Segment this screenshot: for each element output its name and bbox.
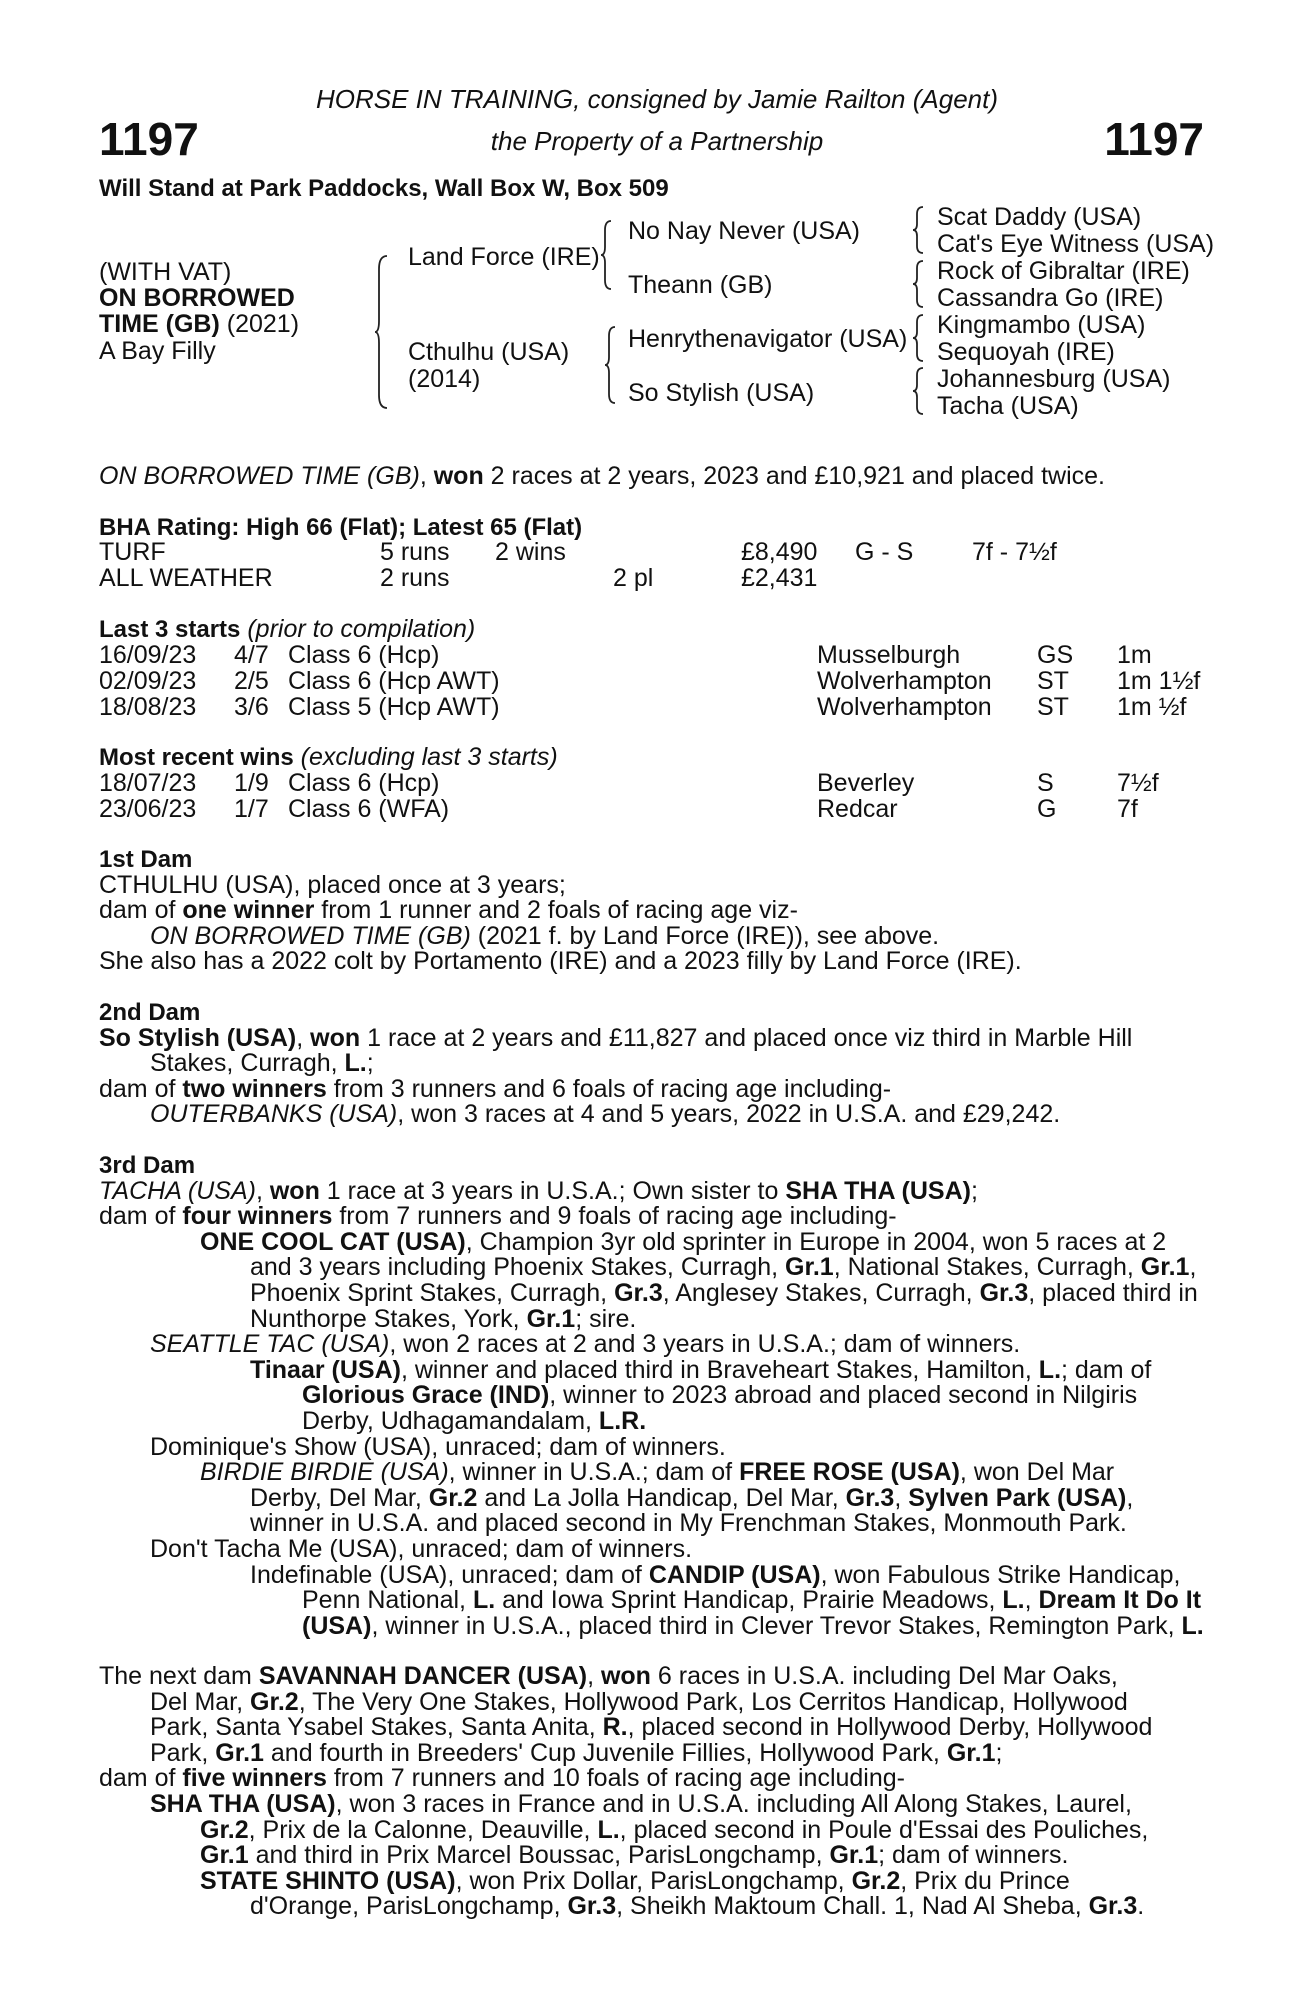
text-fragment: dam of (99, 1074, 183, 1103)
win-date: 23/06/23 (99, 795, 197, 823)
next-dam-line (99, 1715, 1152, 1741)
text-fragment: , (1126, 1483, 1134, 1512)
rating-title: BHA Rating: High 66 (Flat); Latest 65 (Flat) (99, 514, 583, 541)
text-fragment: , Prix de la Calonne, Deauville, (248, 1815, 598, 1844)
text-fragment: SAVANNAH DANCER (USA) (258, 1662, 588, 1690)
text-fragment: , winner and placed third in Braveheart Stakes, Hamilton, (400, 1355, 1039, 1384)
win-course: Redcar (817, 795, 898, 823)
text-fragment: Gr.2 (428, 1483, 478, 1512)
text-fragment: R. (602, 1713, 628, 1742)
third-dam-section (99, 1153, 1204, 1639)
text-fragment: Stakes, Curragh, (150, 1049, 345, 1078)
summary-sep: , (419, 462, 434, 490)
rating-distance: 7f - 7½f (972, 538, 1057, 566)
text-fragment: Gr.1 (526, 1304, 576, 1333)
horse-description: A Bay Filly (99, 337, 216, 365)
third-dam-line (99, 1611, 1204, 1640)
second-dam-section (99, 1000, 1132, 1128)
text-fragment: Park, Santa Ysabel Stakes, Santa Anita, (150, 1713, 603, 1742)
text-fragment: and fourth in Breeders' Cup Juvenile Fillies, Hollywood Park, (263, 1738, 947, 1767)
text-fragment: , Prix du Prince (900, 1866, 1070, 1895)
text-fragment: , (894, 1483, 909, 1512)
start-class: Class 6 (Hcp AWT) (288, 667, 500, 695)
text-fragment: Gr.1 (829, 1841, 879, 1870)
text-fragment: two winners (182, 1074, 327, 1103)
text-fragment: from 3 runners and 6 foals of racing age including- (326, 1074, 892, 1103)
rating-surface: ALL WEATHER (99, 564, 273, 592)
text-fragment: , won 3 races at 4 and 5 years, 2022 in U.S.A. and £29,242. (397, 1100, 1061, 1129)
rating-wins: 2 wins (495, 538, 566, 566)
text-fragment: Gr.2 (851, 1866, 901, 1895)
pedigree-bracket-sd (913, 260, 925, 308)
text-fragment: So Stylish (USA) (99, 1023, 297, 1052)
text-fragment: Del Mar, (150, 1687, 251, 1716)
last3-heading (99, 617, 475, 643)
text-fragment: L. (472, 1586, 496, 1615)
text-fragment: Gr.3 (567, 1892, 617, 1921)
start-course: Wolverhampton (817, 693, 992, 721)
consignment-line: HORSE IN TRAINING, consigned by Jamie Railton (Agent) (315, 84, 999, 114)
text-fragment: Gr.1 (946, 1738, 996, 1767)
lot-number-left: 1197 (99, 113, 199, 165)
start-course: Musselburgh (817, 641, 961, 669)
text-fragment: Sylven Park (USA) (908, 1483, 1127, 1512)
text-fragment: Indefinable (USA), unraced; dam of (250, 1560, 649, 1589)
text-fragment: 1 race at 2 years and £11,827 and placed once viz third in Marble Hill (360, 1023, 1133, 1052)
text-fragment: L. (344, 1049, 367, 1078)
start-date: 16/09/23 (99, 641, 197, 669)
text-fragment: TACHA (USA) (99, 1176, 256, 1205)
lot-number-right: 1197 (1104, 113, 1204, 165)
text-fragment: . (1137, 1892, 1145, 1921)
text-fragment: Dream It Do It (1038, 1586, 1202, 1615)
text-fragment: Park, (150, 1738, 216, 1767)
recent-note: (excluding last 3 starts) (293, 743, 558, 771)
third-dam-title: 3rd Dam (99, 1152, 196, 1179)
pedigree-bracket-main (375, 255, 389, 410)
text-fragment: Gr.1 (200, 1841, 249, 1870)
text-fragment: , won Fabulous Strike Handicap, (820, 1560, 1181, 1589)
rating-runs: 2 runs (380, 564, 450, 592)
third-dam-line: Dominique's Show (USA), unraced; dam of winners. (150, 1432, 726, 1461)
third-dam-line (99, 1227, 1204, 1256)
text-fragment: , won 2 races at 2 and 3 years in U.S.A.; dam of winners. (389, 1330, 1021, 1359)
third-dam-line (99, 1483, 1204, 1512)
text-fragment: 1 race at 3 years in U.S.A.; Own sister to (319, 1176, 786, 1205)
start-distance: 1m (1117, 641, 1152, 669)
pedigree-bracket-ds (913, 314, 925, 362)
rating-prize: £2,431 (741, 564, 818, 592)
next-dam-line (99, 1815, 1152, 1844)
text-fragment: , (1189, 1253, 1197, 1282)
next-dam-line (99, 1738, 1152, 1767)
horse-name-line1: ON BORROWED (99, 284, 295, 312)
recent-heading (99, 745, 558, 771)
next-dam-line (99, 1789, 1152, 1818)
start-position: 4/7 (234, 641, 269, 669)
third-dam-line (99, 1406, 1204, 1435)
first-dam-line (99, 898, 1022, 924)
third-dam-line: winner in U.S.A. and placed second in My Frenchman Stakes, Monmouth Park. (250, 1509, 1127, 1538)
rating-surface: TURF (99, 538, 166, 566)
pedigree-ssd: Cat's Eye Witness (USA) (937, 230, 1215, 258)
summary-won: won (433, 462, 484, 490)
text-fragment: , winner in U.S.A.; dam of (448, 1458, 740, 1487)
property-line: the Property of a Partnership (490, 126, 824, 156)
pedigree-sire-dam: Theann (GB) (628, 271, 773, 299)
text-fragment: from 1 runner and 2 foals of racing age viz- (314, 896, 798, 925)
pedigree-bracket-dd (913, 367, 925, 415)
horse-name: TIME (GB) (99, 310, 220, 338)
text-fragment: , Sheikh Maktoum Chall. 1, Nad Al Sheba, (616, 1892, 1089, 1921)
third-dam-line (99, 1460, 1204, 1486)
third-dam-line (99, 1278, 1204, 1307)
horse-year: (2021) (219, 310, 300, 338)
text-fragment: from 7 runners and 10 foals of racing age including- (326, 1764, 905, 1793)
text-fragment: four winners (182, 1202, 333, 1231)
text-fragment: , (255, 1176, 270, 1205)
text-fragment: and third in Prix Marcel Boussac, ParisLongchamp, (248, 1841, 830, 1870)
text-fragment: , placed second in Hollywood Derby, Hollywood (627, 1713, 1153, 1742)
text-fragment: , (296, 1023, 311, 1052)
first-dam-line (99, 921, 1022, 950)
text-fragment: Gr.3 (1088, 1892, 1138, 1921)
pedigree-dss: Kingmambo (USA) (937, 311, 1146, 339)
win-date: 18/07/23 (99, 769, 197, 797)
pedigree-dam-year: (2014) (408, 365, 481, 393)
text-fragment: and 3 years including Phoenix Stakes, Curragh, (250, 1253, 786, 1282)
text-fragment: Gr.3 (979, 1278, 1029, 1307)
rating-going: G - S (855, 538, 914, 566)
win-class: Class 6 (WFA) (288, 795, 450, 823)
pedigree-ddd: Tacha (USA) (937, 392, 1079, 420)
next-dam-line (99, 1843, 1152, 1869)
text-fragment: Tinaar (USA) (250, 1355, 401, 1384)
second-dam-line (99, 1102, 1132, 1128)
win-going: G (1037, 795, 1057, 823)
text-fragment: ; dam of (1061, 1355, 1152, 1384)
next-dam-line (99, 1894, 1152, 1920)
last3-title: Last 3 starts (99, 616, 241, 643)
last3-note: (prior to compilation) (240, 615, 476, 643)
text-fragment: won (310, 1023, 361, 1052)
text-fragment: L. (597, 1815, 620, 1844)
text-fragment: Nunthorpe Stakes, York, (250, 1304, 527, 1333)
text-fragment: Glorious Grace (IND) (302, 1381, 550, 1410)
text-fragment: , (587, 1662, 601, 1690)
text-fragment: won (269, 1176, 320, 1205)
next-dam-line (99, 1866, 1152, 1895)
pedigree-sds: Rock of Gibraltar (IRE) (937, 257, 1190, 285)
start-going: GS (1037, 641, 1074, 669)
first-dam-line: CTHULHU (USA), placed once at 3 years; (99, 870, 566, 899)
start-distance: 1m ½f (1117, 693, 1187, 721)
text-fragment: Derby, Del Mar, (250, 1483, 429, 1512)
text-fragment: , Anglesey Stakes, Curragh, (662, 1278, 980, 1307)
third-dam-line (99, 1383, 1204, 1409)
start-position: 3/6 (234, 693, 269, 721)
text-fragment: ; (970, 1176, 978, 1205)
win-position: 1/7 (234, 795, 269, 823)
text-fragment: dam of (99, 896, 183, 925)
text-fragment: CANDIP (USA) (648, 1560, 821, 1589)
text-fragment: one winner (182, 896, 315, 925)
pedigree-dsd: Sequoyah (IRE) (937, 338, 1115, 366)
win-class: Class 6 (Hcp) (288, 769, 440, 797)
start-class: Class 5 (Hcp AWT) (288, 693, 500, 721)
text-fragment: Gr.3 (614, 1278, 663, 1307)
rating-placed: 2 pl (613, 564, 654, 592)
horse-name-line2 (99, 312, 299, 338)
second-dam-line (99, 1051, 1132, 1077)
start-date: 18/08/23 (99, 693, 197, 721)
pedigree-bracket-sire (601, 220, 613, 290)
text-fragment: , won 3 races in France and in U.S.A. including All Along Stakes, Laurel, (335, 1789, 1132, 1818)
text-fragment: and Iowa Sprint Handicap, Prairie Meadows, (495, 1586, 1003, 1615)
text-fragment: Gr.2 (200, 1815, 249, 1844)
text-fragment: ; dam of winners. (878, 1841, 1069, 1870)
start-position: 2/5 (234, 667, 269, 695)
third-dam-line (99, 1588, 1204, 1614)
pedigree-dds: Johannesburg (USA) (937, 365, 1171, 393)
text-fragment: SHA THA (USA) (785, 1176, 971, 1205)
win-distance: 7f (1117, 795, 1138, 823)
text-fragment: L. (1002, 1586, 1025, 1615)
text-fragment: OUTERBANKS (USA) (150, 1100, 398, 1129)
second-dam-line (99, 1023, 1133, 1052)
text-fragment: (2021 f. by Land Force (IRE)), see above. (470, 921, 940, 950)
third-dam-line (99, 1332, 1204, 1358)
vat-label: (WITH VAT) (99, 258, 232, 286)
summary-horse-name: ON BORROWED TIME (GB) (99, 462, 420, 490)
win-distance: 7½f (1117, 769, 1159, 797)
pedigree-sire-sire: No Nay Never (USA) (628, 217, 860, 245)
recent-title: Most recent wins (99, 744, 294, 771)
start-class: Class 6 (Hcp) (288, 641, 440, 669)
race-summary (99, 464, 1105, 490)
text-fragment: Gr.1 (785, 1253, 834, 1282)
text-fragment: Penn National, (302, 1586, 473, 1615)
third-dam-line (99, 1304, 1204, 1333)
win-going: S (1037, 769, 1054, 797)
first-dam-section (99, 847, 1022, 975)
pedigree-dam: Cthulhu (USA) (408, 338, 570, 366)
text-fragment: , National Stakes, Curragh, (833, 1253, 1141, 1282)
text-fragment: SEATTLE TAC (USA) (150, 1330, 390, 1359)
stand-location: Will Stand at Park Paddocks, Wall Box W, Box 509 (99, 175, 669, 202)
start-distance: 1m 1½f (1117, 667, 1201, 695)
text-fragment: L. (1038, 1355, 1062, 1384)
text-fragment: , won Prix Dollar, ParisLongchamp, (455, 1866, 852, 1895)
pedigree-sire: Land Force (IRE) (408, 243, 600, 271)
third-dam-line (99, 1176, 1204, 1205)
text-fragment: BIRDIE BIRDIE (USA) (200, 1458, 449, 1487)
text-fragment: The next dam (99, 1662, 259, 1690)
next-dam-section (99, 1664, 1152, 1920)
text-fragment: , winner to 2023 abroad and placed second in Nilgiris (549, 1381, 1138, 1410)
text-fragment: from 7 runners and 9 foals of racing age including- (332, 1202, 897, 1231)
text-fragment: , The Very One Stakes, Hollywood Park, Los Cerritos Handicap, Hollywood (298, 1687, 1128, 1716)
first-dam-line: She also has a 2022 colt by Portamento (IRE) and a 2023 filly by Land Force (IRE). (99, 947, 1022, 976)
rating-runs: 5 runs (380, 538, 450, 566)
pedigree-sss: Scat Daddy (USA) (937, 203, 1142, 231)
text-fragment: ; (995, 1738, 1003, 1767)
text-fragment: (USA) (302, 1611, 372, 1640)
second-dam-title: 2nd Dam (99, 999, 201, 1026)
text-fragment: Phoenix Sprint Stakes, Curragh, (250, 1278, 615, 1307)
win-course: Beverley (817, 769, 915, 797)
text-fragment: ON BORROWED TIME (GB) (150, 921, 471, 950)
second-dam-line (99, 1074, 1132, 1103)
text-fragment: Gr.3 (845, 1483, 895, 1512)
text-fragment: ; (366, 1049, 374, 1078)
next-dam-line (99, 1664, 1152, 1690)
text-fragment: , won Del Mar (959, 1458, 1115, 1487)
pedigree-sdd: Cassandra Go (IRE) (937, 284, 1164, 312)
win-position: 1/9 (234, 769, 269, 797)
pedigree-bracket-ss (913, 206, 925, 254)
text-fragment: Gr.1 (1140, 1253, 1190, 1282)
text-fragment: , Champion 3yr old sprinter in Europe in 2004, won 5 races at 2 (465, 1227, 1167, 1256)
text-fragment: five winners (182, 1764, 327, 1793)
text-fragment: ; sire. (575, 1304, 637, 1333)
start-going: ST (1037, 667, 1069, 695)
start-course: Wolverhampton (817, 667, 992, 695)
text-fragment: L. (1181, 1611, 1204, 1640)
text-fragment: , (1024, 1586, 1039, 1615)
text-fragment: STATE SHINTO (USA) (200, 1866, 456, 1895)
text-fragment: L.R. (598, 1406, 647, 1435)
text-fragment: d'Orange, ParisLongchamp, (250, 1892, 568, 1921)
third-dam-line (99, 1560, 1204, 1589)
text-fragment: Gr.2 (250, 1687, 299, 1716)
text-fragment: Derby, Udhagamandalam, (302, 1406, 599, 1435)
pedigree-dam-sire: Henrythenavigator (USA) (628, 325, 908, 353)
third-dam-line (99, 1255, 1204, 1281)
text-fragment: ONE COOL CAT (USA) (200, 1227, 466, 1256)
text-fragment: 6 races in U.S.A. including Del Mar Oaks, (650, 1662, 1118, 1690)
text-fragment: dam of (99, 1764, 183, 1793)
text-fragment: and La Jolla Handicap, Del Mar, (477, 1483, 846, 1512)
third-dam-line (99, 1355, 1204, 1384)
third-dam-line (99, 1204, 1204, 1230)
text-fragment: , winner in U.S.A., placed third in Clever Trevor Stakes, Remington Park, (371, 1611, 1182, 1640)
third-dam-line: Don't Tacha Me (USA), unraced; dam of winners. (150, 1534, 693, 1563)
text-fragment: dam of (99, 1202, 183, 1231)
start-date: 02/09/23 (99, 667, 197, 695)
text-fragment: won (600, 1662, 651, 1690)
text-fragment: Gr.1 (215, 1738, 264, 1767)
text-fragment: , placed second in Poule d'Essai des Pouliches, (619, 1815, 1149, 1844)
next-dam-line (99, 1766, 1152, 1792)
pedigree-bracket-dam (605, 326, 617, 404)
pedigree-dam-dam: So Stylish (USA) (628, 379, 815, 407)
text-fragment: , placed third in (1028, 1278, 1198, 1307)
first-dam-title: 1st Dam (99, 846, 193, 873)
rating-prize: £8,490 (741, 538, 818, 566)
next-dam-line (99, 1687, 1152, 1716)
text-fragment: SHA THA (USA) (150, 1789, 336, 1818)
summary-text: 2 races at 2 years, 2023 and £10,921 and placed twice. (483, 462, 1105, 490)
start-going: ST (1037, 693, 1069, 721)
text-fragment: FREE ROSE (USA) (739, 1458, 960, 1487)
